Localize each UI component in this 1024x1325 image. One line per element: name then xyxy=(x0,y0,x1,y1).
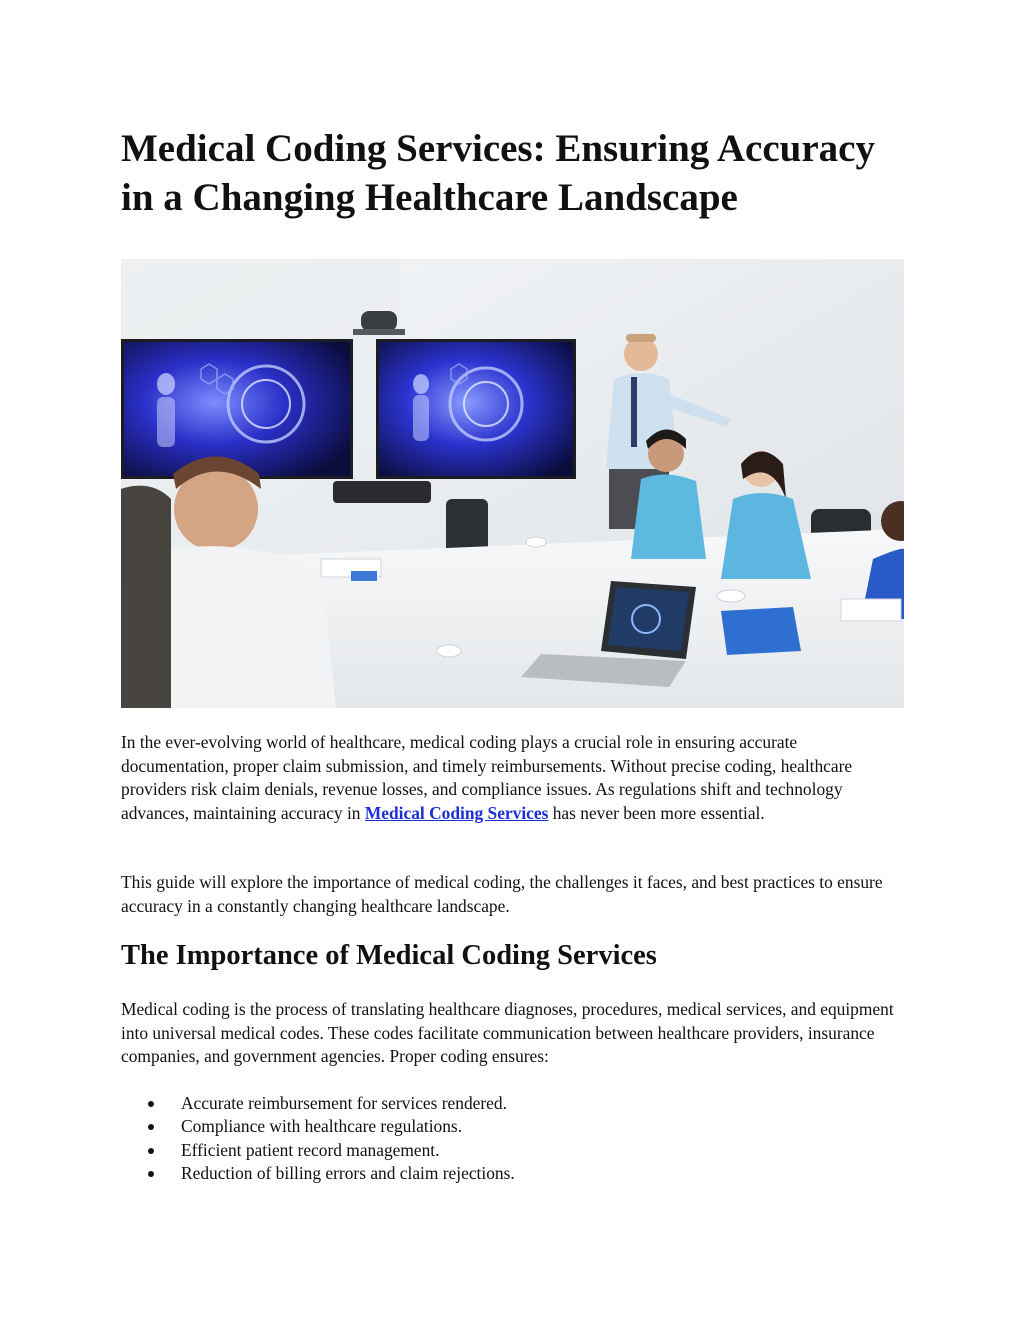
bullet-icon xyxy=(148,1124,154,1130)
medical-coding-services-link[interactable]: Medical Coding Services xyxy=(364,802,549,823)
guide-paragraph: This guide will explore the importance of medical coding, the challenges it faces, and best practices to ensure accuracy in a constantly changing healthcare landscape. xyxy=(121,872,883,916)
list-item-text: Efficient patient record management. xyxy=(181,1139,440,1160)
section-heading: The Importance of Medical Coding Services xyxy=(121,940,657,971)
list-item-text: Compliance with healthcare regulations. xyxy=(181,1116,463,1137)
page-title: Medical Coding Services: Ensuring Accuracy in a Changing Healthcare Landscape xyxy=(121,127,875,219)
bullet-icon xyxy=(148,1171,154,1177)
list-item xyxy=(121,1139,515,1162)
benefits-list xyxy=(121,1092,515,1185)
intro-text-end: has never been more essential. xyxy=(548,802,765,823)
bullet-icon xyxy=(148,1101,154,1107)
list-item xyxy=(121,1162,515,1185)
section-paragraph: Medical coding is the process of translating healthcare diagnoses, procedures, medical services, and equipment into universal medical codes. These codes facilitate communication between healthcare providers, insurance companies, and government agencies. Proper coding ensures: xyxy=(121,999,894,1066)
bullet-icon xyxy=(148,1148,154,1154)
list-item-text: Reduction of billing errors and claim rejections. xyxy=(181,1162,515,1183)
list-item xyxy=(121,1092,515,1115)
list-item-text: Accurate reimbursement for services rendered. xyxy=(181,1093,507,1113)
intro-paragraph xyxy=(121,731,905,825)
hero-image xyxy=(121,259,904,708)
list-item xyxy=(121,1115,515,1138)
intro-text-start: In the ever-evolving world of healthcare, medical coding plays a crucial role in ensuring accurate documentation, proper claim submission, and timely reimbursements. Without precise coding, healthcare providers risk claim denials, revenue losses, and compliance issues. As regulations shift and technology advances, maintaining accuracy in xyxy=(121,732,853,823)
